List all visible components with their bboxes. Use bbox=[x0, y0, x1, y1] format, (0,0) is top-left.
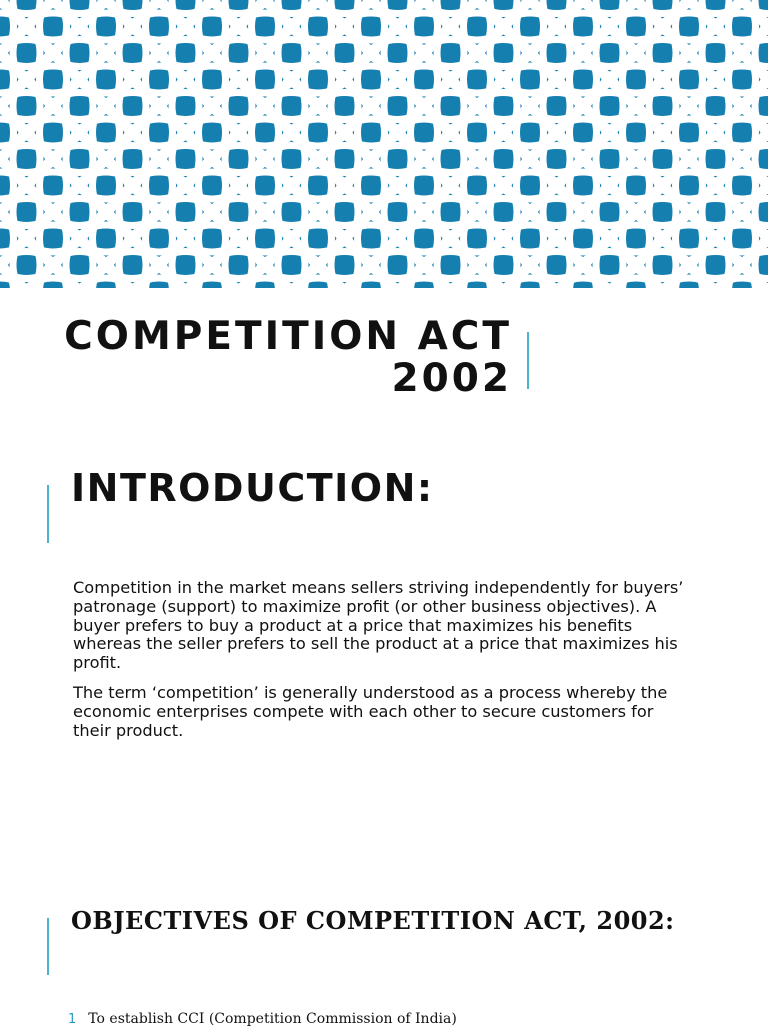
introduction-body bbox=[73, 579, 693, 751]
slide-title bbox=[60, 316, 512, 400]
list-item-number: 1 bbox=[68, 1012, 76, 1027]
introduction-heading: INTRODUCTION: bbox=[71, 466, 434, 510]
title-line-2: 2002 bbox=[60, 358, 512, 400]
introduction-paragraph-2: The term ‘competition’ is generally understood as a process whereby the economic enterprises compete with each other to secure customers for their product. bbox=[73, 684, 693, 740]
introduction-paragraph-1: Competition in the market means sellers striving independently for buyers’ patronage (support) to maximize profit (or other business objectives). A buyer prefers to buy a product at a price that maximizes his benefits whereas the seller prefers to sell the product at a price that maximizes his profit. bbox=[73, 579, 693, 673]
list-item-text: To establish CCI (Competition Commission of India) bbox=[88, 1011, 457, 1027]
objectives-heading: OBJECTIVES OF COMPETITION ACT, 2002: bbox=[71, 906, 675, 935]
title-line-1: COMPETITION ACT bbox=[60, 316, 512, 358]
objectives-accent-bar bbox=[47, 918, 49, 975]
decorative-banner bbox=[0, 0, 768, 288]
objectives-list-item bbox=[68, 1011, 457, 1027]
intro-accent-bar bbox=[47, 485, 49, 543]
circle-pattern bbox=[0, 0, 768, 288]
title-accent-bar bbox=[527, 332, 529, 389]
